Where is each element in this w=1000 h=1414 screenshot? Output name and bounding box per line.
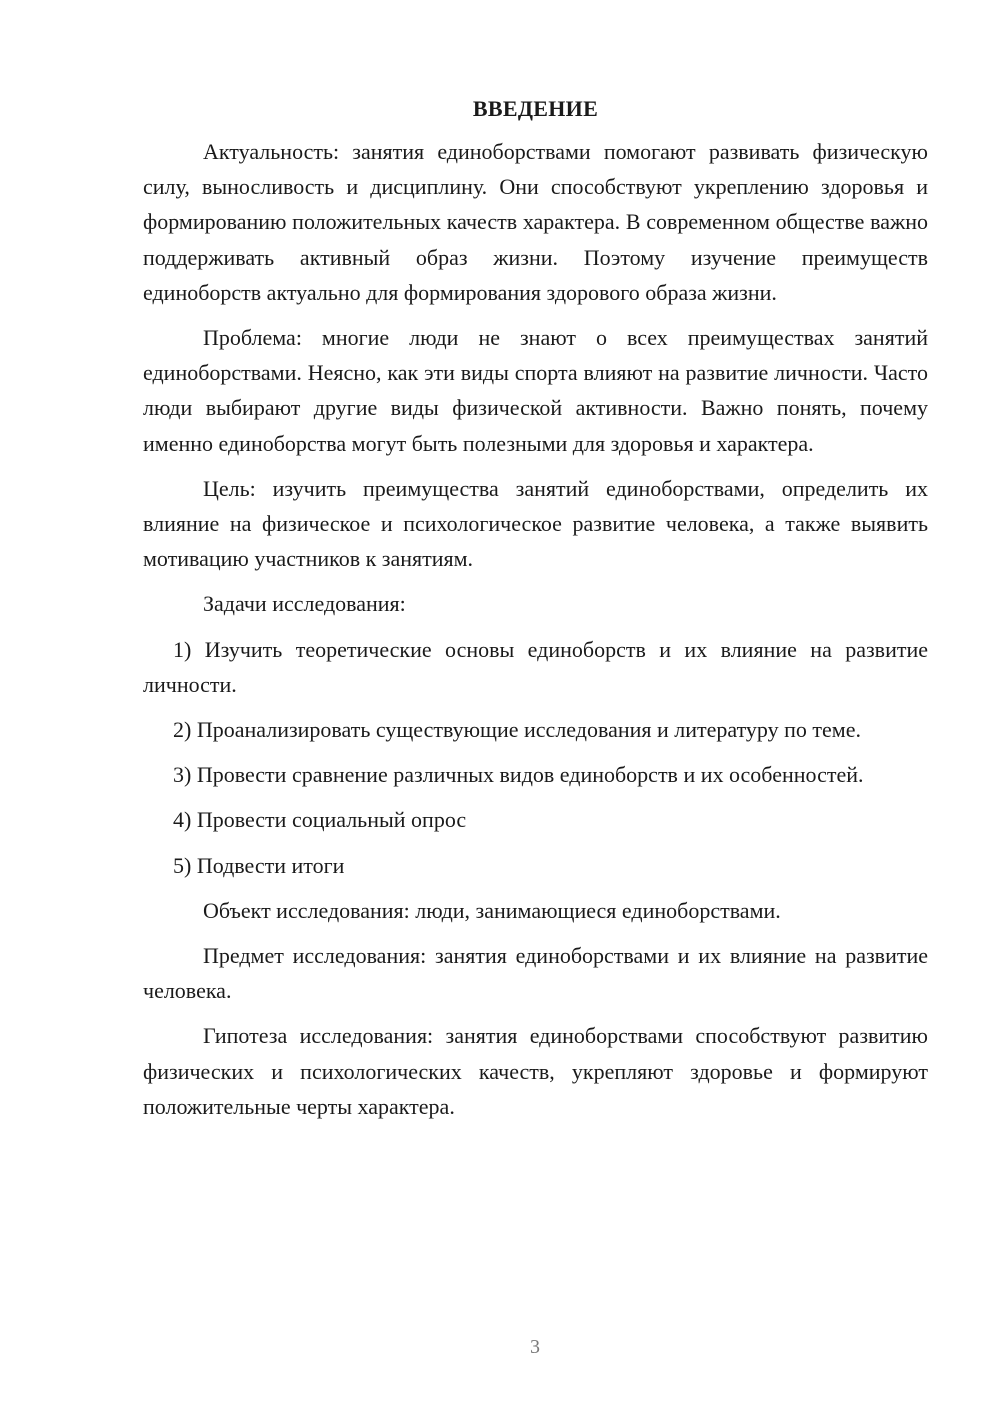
paragraph-object: Объект исследования: люди, занимающиеся единоборствами.: [203, 897, 781, 923]
paragraph-problem: Проблема: многие люди не знают о всех преимуществах занятий единоборствами. Неясно, как эти виды спорта влияют на развитие личности. Часто люди выбирают другие виды физической активности. Важно понять, почему именно единоборства могут быть полезными для здоровья и характера.: [143, 325, 928, 456]
paragraph-relevance: Актуальность: занятия единоборствами помогают развивать физическую силу, выносливость и дисциплину. Они способствуют укреплению здоровья и формированию положительных качеств характера. В современном обществе важно поддерживать активный образ жизни. Поэтому изучение преимуществ единоборств актуально для формирования здорового образа жизни.: [143, 139, 928, 305]
task-item-4: 4) Провести социальный опрос: [173, 807, 467, 833]
paragraph-subject: Предмет исследования: занятия единоборствами и их влияние на развитие человека.: [143, 943, 928, 1004]
task-item-2: 2) Проанализировать существующие исследования и литературу по теме.: [173, 717, 861, 743]
task-item-3: 3) Провести сравнение различных видов единоборств и их особенностей.: [173, 762, 864, 788]
paragraph-tasks-heading: Задачи исследования:: [203, 591, 406, 617]
document-page: [143, 94, 928, 1134]
section-title: ВВЕДЕНИЕ: [472, 96, 599, 121]
paragraph-goal: Цель: изучить преимущества занятий единоборствами, определить их влияние на физическое и психологическое развитие человека, а также выявить мотивацию участников к занятиям.: [143, 475, 928, 572]
paragraph-hypothesis: Гипотеза исследования: занятия единоборствами способствуют развитию физических и психологических качеств, укрепляют здоровье и формируют положительные черты характера.: [143, 1023, 928, 1119]
task-item-5: 5) Подвести итоги: [173, 852, 345, 878]
page-number: 3: [530, 1336, 540, 1358]
task-item-1: 1) Изучить теоретические основы единоборств и их влияние на развитие личности.: [143, 636, 928, 697]
